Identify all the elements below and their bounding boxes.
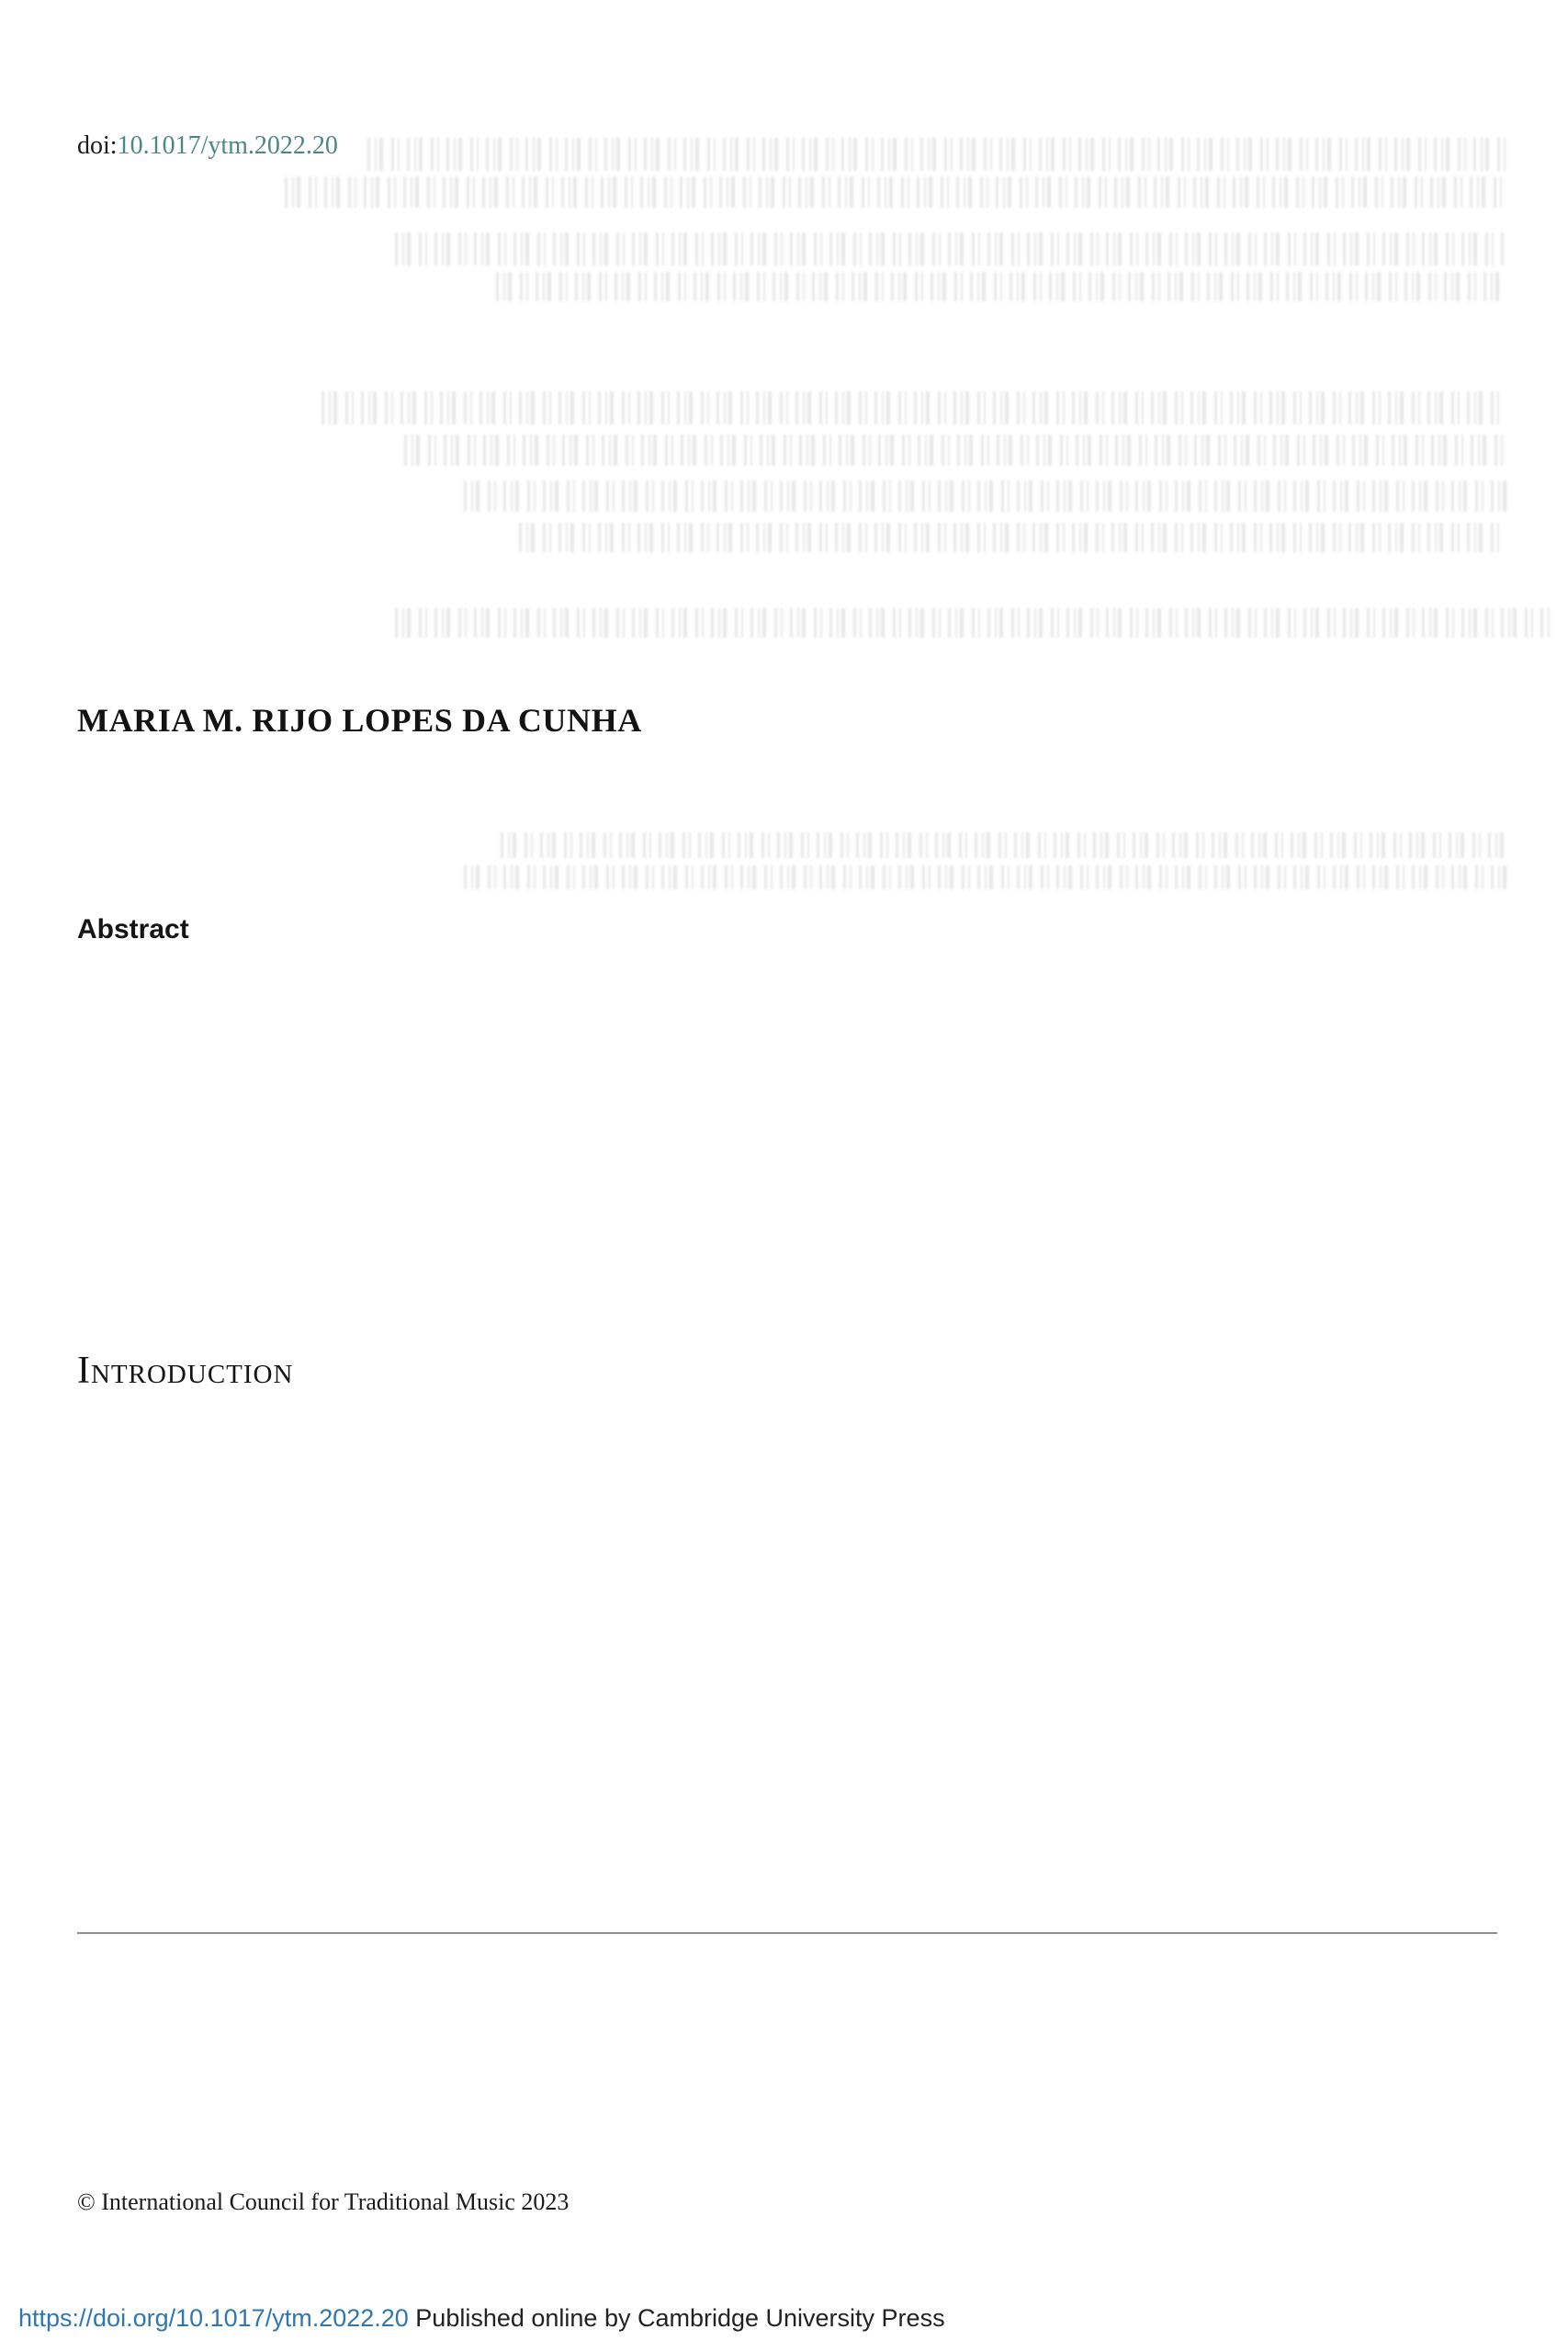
bleedthrough-texture bbox=[464, 481, 1506, 512]
footer-doi-link[interactable]: https://doi.org/10.1017/ytm.2022.20 bbox=[18, 2304, 409, 2332]
introduction-heading: Introduction bbox=[77, 1350, 294, 1392]
bleedthrough-texture bbox=[501, 832, 1506, 858]
bleedthrough-texture bbox=[395, 608, 1552, 638]
bleedthrough-texture bbox=[519, 523, 1506, 552]
bleedthrough-texture bbox=[404, 435, 1506, 466]
bleedthrough-texture bbox=[395, 232, 1506, 266]
doi-label: doi: bbox=[77, 131, 118, 160]
bleedthrough-texture bbox=[285, 176, 1506, 208]
bleedthrough-texture bbox=[496, 272, 1506, 301]
doi-line bbox=[77, 130, 1497, 163]
author-name: MARIA M. RIJO LOPES DA CUNHA bbox=[77, 702, 642, 739]
footer-publisher-text: Published online by Cambridge University Press bbox=[408, 2304, 945, 2332]
doi-link[interactable]: 10.1017/ytm.2022.20 bbox=[117, 131, 338, 160]
footnote-divider bbox=[77, 1932, 1497, 1934]
bleedthrough-texture bbox=[464, 865, 1506, 889]
abstract-heading: Abstract bbox=[77, 914, 189, 944]
bleedthrough-texture bbox=[321, 391, 1506, 424]
copyright-notice: © International Council for Traditional Music 2023 bbox=[77, 2188, 570, 2215]
publisher-footer bbox=[18, 2302, 1543, 2334]
